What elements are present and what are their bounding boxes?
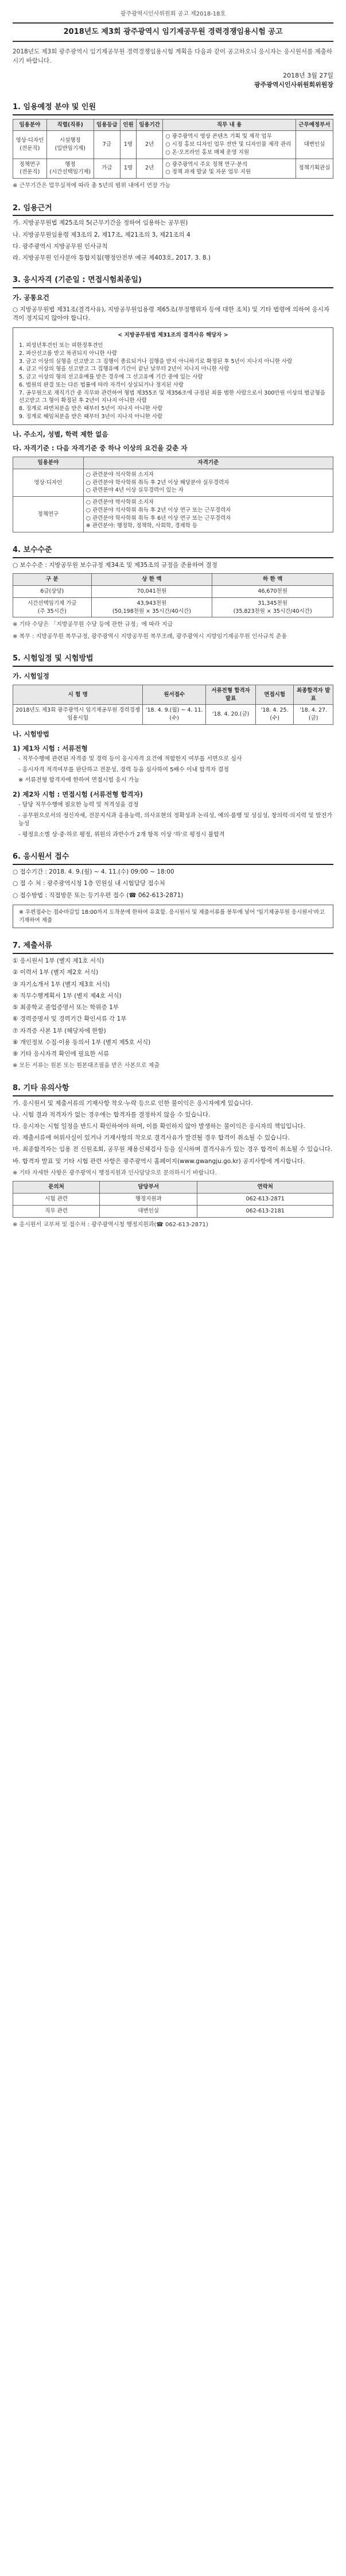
th-count: 인원: [120, 119, 137, 131]
list-item: 1. 피성년후견인 또는 피한정후견인: [19, 342, 103, 349]
sub-heading: 가. 시험일정: [13, 672, 49, 681]
list-item: ○ 접수방법 : 직접방문 또는 등기우편 접수 (☎ 062-613-2871): [13, 891, 184, 899]
section-3-title: 3. 응시자격 (기준일 : 면접시험최종일): [13, 275, 333, 288]
table-row: 정책연구 (전문직) 행정 (시간선택임기제) 가급 1명 2년 ○ 광주광역시 주요 정책 연구·분석 ○ 정책 과제 발굴 및 자문 업무 지원 정책기획관실: [13, 159, 333, 179]
disqualification-box: [13, 327, 333, 424]
list-item: ② 이력서 1부 (별지 제2호 서식): [13, 969, 99, 976]
table-row: 2018년도 제3회 광주광역시 임기제공무원 경력경쟁임용시험 '18. 4. 9.(월) ~ 4. 11.(수) '18. 4. 20.(금) '18. 4. 25.(수) '18. 4. 27.(금): [13, 705, 333, 725]
documents-note: ※ 모든 서류는 원본 또는 원본대조필을 받은 사본으로 제출: [13, 1063, 160, 1069]
notice-date: 2018년 3월 27일: [283, 71, 333, 79]
salary-table: 구 분 상 한 액 하 한 액 6급(상당) 70,041천원 46,670천원 시간선택임기제 가급 (주 35시간) 43,943천원 (50,198천원 × 35시간/40시간) 31,345천원 (35,823천원 × 35시간/40시간): [13, 573, 333, 617]
positions-table: [13, 119, 333, 179]
list-item: 나. 지방공무원임용령 제3조의 2, 제17조, 제21조의 3, 제21조의 4: [13, 231, 191, 238]
list-item: ⑨ 기타 응시자격 확인에 필요한 서류: [13, 1051, 110, 1057]
section-1-title: 1. 임용예정 분야 및 인원: [13, 102, 333, 115]
box-title: < 지방공무원법 제31조의 결격사유 해당자 >: [118, 332, 228, 339]
table-row: 6급(상당) 70,041천원 46,670천원: [13, 585, 333, 597]
footer-note: ※ 응시원서 교부처 및 접수처 : 광주광역시청 행정지원과(☎ 062-613-2871): [13, 1221, 208, 1228]
list-item: 8. 징계로 파면처분을 받은 때부터 5년이 지나지 아니한 사람: [19, 405, 163, 412]
notice-org: 광주광역시인사위원회위원장: [254, 80, 333, 88]
list-item: ⑤ 최종학교 졸업증명서 또는 학위증 1부: [13, 1004, 119, 1011]
notice-number: 광주광역시인사위원회 공고 제2018-18호: [120, 11, 226, 17]
paragraph: ○ 지방공무원법 제31조(결격사유), 지방공무원임용령 제65조(부정행위자 등에 대한 조치) 및 기타 법령에 의하여 응시자격이 정지되지 않아야 합니다.: [13, 306, 330, 322]
submission-note-box: ※ 우편접수는 접수마감일 18:00까지 도착분에 한하여 유효함. 응시원서 및 제출서류를 봉투에 넣어 '임기제공무원 응시원서'라고 기재하여 제출: [13, 905, 333, 929]
th-field: 임용분야: [13, 119, 47, 131]
th-grade: 임용등급: [94, 119, 120, 131]
list-item: ⑥ 경력증명서 및 경력기간 확인서류 각 1부: [13, 1015, 127, 1023]
list-item: ⑧ 개인정보 수집·이용 동의서 1부 (별지 제5호 서식): [13, 1038, 151, 1046]
contact-table: 문의처 담당부서 연락처 시험 관련 행정지원과 062-613-2871 직무 관련 대변인실 062-613-2181: [13, 1181, 333, 1217]
criteria-table: 임용분야 자격기준 영상·디자인 ○ 관련분야 석사학위 소지자 ○ 관련분야 학사학위 취득 후 2년 이상 해당분야 실무경력자 ○ 관련분야 4년 이상 실무경력이 있는 자 정책연구 ○ 관련분야 박사학위 소지자 ○ 관련분야 석사학위 취득 후 2년 이상 연구 또는 근무경력자 ○ 관련분야 학사학위 취득 후 6년 이상 연구 또는 근무경력자 ※ 관련분야: 행정학, 정책학, 사회학, 경제학 등: [13, 457, 333, 532]
table-row: 시간선택임기제 가급 (주 35시간) 43,943천원 (50,198천원 × 35시간/40시간) 31,345천원 (35,823천원 × 35시간/40시간): [13, 597, 333, 617]
list-item: 나. 시험 결과 적격자가 없는 경우에는 합격자를 결정하지 않을 수 있습니다.: [13, 1111, 211, 1118]
section-6-title: 6. 응시원서 접수: [13, 852, 333, 865]
page-title: 2018년도 제3회 광주광역시 임기제공무원 경력경쟁임용시험 공고: [63, 27, 283, 36]
list-item: 바. 합격자 발표 및 기타 시험 관련 사항은 광주광역시 홈페이지(www.gwangju.go.kr) 공지사항에 게시합니다.: [13, 1157, 305, 1165]
table-row: 직무 관련 대변인실 062-613-2181: [13, 1205, 333, 1217]
sub-heading: 다. 자격기준 : 다음 자격기준 중 하나 이상의 요건을 갖춘 자: [13, 444, 188, 453]
list-item: ① 응시원서 1부 (별지 제1호 서식): [13, 957, 104, 965]
sub-heading: 나. 주소지, 성별, 학력 제한 없음: [13, 430, 108, 438]
list-item: - 공무원으로서의 정신자세, 전문지식과 응용능력, 의사표현의 정확성과 논리성, 예의·품행 및 성실성, 창의력·의지력 및 발전가능성: [18, 812, 333, 828]
list-item: ④ 직무수행계획서 1부 (별지 제4호 서식): [13, 992, 122, 999]
title-box: [13, 22, 333, 43]
section-5-title: 5. 시험일정 및 시험방법: [13, 654, 333, 667]
list-item: ③ 자기소개서 1부 (별지 제3호 서식): [13, 980, 110, 988]
sub-heading: 2) 제2차 시험 : 면접시험 (서류전형 합격자): [13, 790, 143, 798]
list-item: 3. 금고 이상의 실형을 선고받고 그 집행이 종료되거나 집행을 받지 아니하기로 확정된 후 5년이 지나지 아니한 사람: [19, 358, 293, 365]
section-8-title: 8. 기타 유의사항: [13, 1083, 333, 1096]
intro-text: 2018년도 제3회 광주광역시 임기제공무원 경력경쟁임용시험 계획을 다음과 같이 공고하오니 응시자는 응시원서를 제출하시기 바랍니다.: [13, 48, 332, 64]
table-row: 시험 관련 행정지원과 062-613-2871: [13, 1194, 333, 1206]
list-item: ※ 서류전형 합격자에 한하여 면접시험 응시 가능: [18, 777, 139, 784]
section-4-title: 4. 보수수준: [13, 545, 333, 558]
list-item: - 평정요소별 상·중·하로 평정, 위원의 과반수가 2개 항목 이상 '하'로 평정시 불합격: [18, 831, 225, 838]
list-item: ○ 접수기간 : 2018. 4. 9.(월) ~ 4. 11.(수) 09:00 ~ 18:00: [13, 868, 174, 876]
list-item: 6. 법원의 판결 또는 다른 법률에 따라 자격이 상실되거나 정지된 사람: [19, 381, 184, 388]
contact-note: ※ 기타 자세한 사항은 광주광역시 행정지원과 인사담당으로 문의하시기 바랍니다.: [13, 1169, 217, 1176]
list-item: 가. 지방공무원법 제25조의 5(근무기간을 정하여 임용하는 공무원): [13, 219, 188, 227]
paragraph: ○ 보수수준 : 지방공무원 보수규정 제34조 및 제35조의 규정을 준용하여 결정: [13, 562, 217, 569]
th-series: 직렬(직류): [46, 119, 94, 131]
th-duties: 직무 내 용: [163, 119, 296, 131]
list-item: 5. 금고 이상의 형의 선고유예를 받은 경우에 그 선고유예 기간 중에 있는 사람: [19, 374, 203, 381]
list-item: 라. 제출서류에 허위사실이 있거나 기재사항의 착오로 결격사유가 발견될 경우 합격이 취소될 수 있습니다.: [13, 1134, 290, 1142]
table-row: 정책연구 ○ 관련분야 박사학위 소지자 ○ 관련분야 석사학위 취득 후 2년 이상 연구 또는 근무경력자 ○ 관련분야 학사학위 취득 후 6년 이상 연구 또는 근무경력자 ※ 관련분야: 행정학, 정책학, 사회학, 경제학 등: [13, 497, 333, 532]
list-item: - 응시자격 적격여부를 판단하고 전문성, 경력 등을 심사하여 5배수 이내 합격자 결정: [18, 766, 229, 773]
list-item: 가. 응시원서 및 제출서류의 기재사항 착오·누락 등으로 인한 불이익은 응시자에게 있습니다.: [13, 1099, 253, 1107]
sub-heading: 1) 제1차 시험 : 서류전형: [13, 744, 88, 752]
sub-heading: 나. 시험방법: [13, 729, 49, 738]
section-1-footnote: ※ 근무기간은 업무실적에 따라 총 5년의 범위 내에서 연장 가능: [13, 183, 171, 190]
list-item: 7. 공무원으로 재직기간 중 직무와 관련하여 형법 제355조 및 제356조에 규정된 죄를 범한 사람으로서 300만원 이상의 벌금형을 선고받고 그 형이 확정된 후 2년이 지나지 아니한 사람: [19, 389, 325, 404]
th-period: 임용기간: [136, 119, 162, 131]
section-2-title: 2. 임용근거: [13, 203, 333, 217]
salary-note-2: ※ 복무 : 지방공무원 복무규정, 광주광역시 지방공무원 복무조례, 광주광역시 지방임기제공무원 인사규칙 준용: [13, 633, 287, 640]
list-item: 다. 응시자는 시험 일정을 반드시 확인하여야 하며, 이를 확인하지 않아 발생하는 불이익은 응시자의 책임입니다.: [13, 1123, 305, 1130]
list-item: ○ 접 수 처 : 광주광역시청 1층 민원실 내 시험담당 접수처: [13, 880, 165, 887]
list-item: 라. 지방공무원 인사분야 통합지침(행정안전부 예규 제403호, 2017. 3. 8.): [13, 254, 211, 262]
list-item: 마. 최종합격자는 임용 전 신원조회, 공무원 채용신체검사 등을 실시하며 결격사유가 있는 경우 합격이 취소될 수 있습니다.: [13, 1146, 333, 1153]
section-7-title: 7. 제출서류: [13, 941, 333, 954]
table-row: 영상·디자인 ○ 관련분야 석사학위 소지자 ○ 관련분야 학사학위 취득 후 2년 이상 해당분야 실무경력자 ○ 관련분야 4년 이상 실무경력이 있는 자: [13, 469, 333, 496]
list-item: - 직무수행에 관련된 자격증 및 경력 등이 응시자격 요건에 적합한지 여부를 서면으로 심사: [18, 756, 242, 763]
list-item: 다. 광주광역시 지방공무원 인사규칙: [13, 242, 108, 250]
th-dept: 근무예정부서: [296, 119, 333, 131]
list-item: 4. 금고 이상의 형을 선고받고 그 집행유예 기간이 끝난 날부터 2년이 지나지 아니한 사람: [19, 366, 230, 373]
schedule-table: 시 험 명 원서접수 서류전형 합격자 발표 면접시험 최종합격자 발표 2018년도 제3회 광주광역시 임기제공무원 경력경쟁임용시험 '18. 4. 9.(월) ~ 4. 11.(수) '18. 4. 20.(금) '18. 4. 25.(수) '18. 4. 27.(금): [13, 685, 333, 725]
list-item: 2. 파산선고를 받고 복권되지 아니한 사람: [19, 350, 117, 357]
sub-heading: 가. 공통요건: [13, 293, 49, 302]
list-item: 9. 징계로 해임처분을 받은 때부터 3년이 지나지 아니한 사람: [19, 413, 163, 420]
list-item: - 담당 직무수행에 필요한 능력 및 적격성을 검정: [18, 802, 139, 809]
list-item: ⑦ 자격증 사본 1부 (해당자에 한함): [13, 1027, 106, 1034]
salary-note: ※ 기타 수당은 「지방공무원 수당 등에 관한 규정」에 따라 지급: [13, 621, 173, 628]
table-row: 영상·디자인 (전문직) 시설행정 (일반임기제) 7급 1명 2년 ○ 광주광역시 영상 콘텐츠 기획 및 제작 업무 ○ 시정 홍보 디자인 업무 전반 및 디자인물 제작 관리 ○ 온·오프라인 홍보 매체 운영 지원 대변인실: [13, 131, 333, 159]
